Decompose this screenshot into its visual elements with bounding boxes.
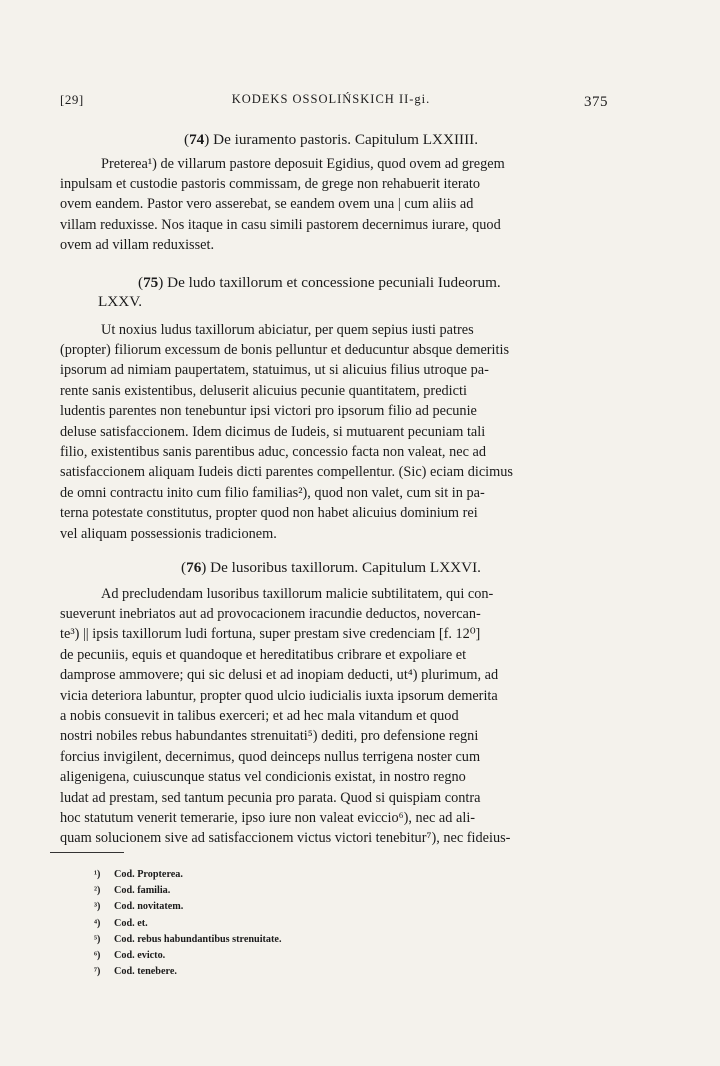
footnote [94,883,282,899]
footnote-text: Cod. rebus habundantibus strenuitate. [114,933,282,945]
text-line: ovem eandem. Pastor vero asserebat, se eandem ovem una | cum aliis ad [60,196,474,213]
text-line: de pecuniis, equis et quandoque et hereditatibus cribrare et expoliare et [60,646,467,663]
text-line: hoc statutum venerit temerarie, ipso iure non valeat eviccio⁶), nec ad ali- [60,809,476,826]
footnote [94,964,282,980]
text-line: a nobis consuevit in talibus exerceri; et ad hec mala vitandum et quod [60,707,459,724]
text-line: villam reduxisse. Nos itaque in casu simili pastorem decernimus iurare, quod [60,216,501,233]
text-line: ludat ad prestam, sed tantum pecunia pro parata. Quod si quispiam contra [60,789,481,806]
footnote-mark: ³) [94,901,101,913]
text-line: ovem ad villam reduxisset. [60,237,215,254]
footnote-mark: ⁴) [94,917,101,929]
section-74-text [60,154,602,256]
footnote [94,948,282,964]
header-left: [29] [60,92,84,107]
section-title: De iuramento pastoris. Capitulum LXXIIII. [213,131,478,148]
section-title: De lusoribus taxillorum. Capitulum LXXVI. [210,559,481,576]
text-line: (propter) filiorum excessum de bonis pelluntur et deducuntur absque demeritis [60,341,510,358]
text-line: rente sanis existentibus, deluserit alicuius pecunie quantitatem, predicti [60,382,467,399]
footnote-mark: ⁶) [94,950,101,962]
text-line: ipsorum ad nimiam paupertatem, statuimus, ut si alicuius filius utroque pa- [60,362,489,379]
section-number: 76 [186,559,202,576]
footnote-mark: ⁵) [94,933,101,945]
text-line: terna potestate constitutus, propter quod non habet alicuius dominium rei [60,505,478,522]
text-line: sueverunt inebriatos aut ad provocacionem iracundie deductos, novercan- [60,605,481,622]
section-75-heading: (75) De ludo taxillorum et concessione pecuniali Iudeorum. [138,273,501,291]
footnote-text: Cod. et. [114,917,148,929]
text-line: Ut noxius ludus taxillorum abiciatur, per quem sepius iusti patres [101,321,474,338]
section-74-heading: (74) De iuramento pastoris. Capitulum LXXIIII. [184,131,478,148]
header-title: KODEKS OSSOLIŃSKICH II-gi. [231,92,431,106]
text-line: Preterea¹) de villarum pastore deposuit Egidius, quod ovem ad gregem [101,155,505,172]
section-75-text [60,320,602,544]
footnote-mark: ¹) [94,869,101,880]
text-line: filio, existentibus sanis parentibus aduc, concessio facta non valeat, nec ad [60,443,486,460]
footnote-text: Cod. familia. [114,885,171,897]
section-number: 75 [143,273,159,291]
text-line: nostri nobiles rebus habundantes strenuitati⁵) dediti, pro defensione regni [60,728,479,745]
footnote-text: Cod. Propterea. [114,869,183,880]
text-line: ludentis parentes non tenebuntur ipsi victori pro ipsorum filio ad pecunie [60,403,477,420]
text-line: deluse satisfaccionem. Idem dicimus de Iudeis, si mutuarent pecuniam tali [60,423,486,440]
section-number: 74 [189,131,205,148]
footnote [94,867,282,883]
footnote-text: Cod. tenebere. [114,966,177,978]
footnote-text: Cod. novitatem. [114,901,184,913]
text-line: vicia deteriora labuntur, propter quod ulcio iudicialis iuxta ipsorum demerita [60,687,498,704]
footnote-rule [50,852,124,853]
text-line: quam solucionem sive ad satisfaccionem victus victori tenebitur⁷), nec fideius- [60,830,511,847]
section-76-heading: (76) De lusoribus taxillorum. Capitulum LXXVI. [181,559,481,576]
footnote-text: Cod. evicto. [114,950,166,962]
footnote [94,932,282,948]
footnote [94,899,282,915]
text-line: inpulsam et custodie pastoris commissam, de grege non rehabuerit iterato [60,175,481,192]
text-line: aligenigena, cuiuscunque status vel condicionis existat, in nostro regno [60,769,466,786]
text-line: forcius invigilent, decernimus, quod deinceps nullus terrigena noster cum [60,748,481,765]
running-head [60,88,608,112]
section-75-heading-cont: LXXV. [98,293,143,311]
footnote-mark: ⁷) [94,966,101,978]
page-number: 375 [584,94,608,110]
text-line: Ad precludendam lusoribus taxillorum malicie subtilitatem, qui con- [101,585,494,602]
page-body [60,88,608,849]
footnote-mark: ²) [94,885,101,897]
text-line: damprose ammovere; qui sic delusi et ad inopiam deducti, ut⁴) plurimum, ad [60,667,499,684]
text-line: te³) || ipsis taxillorum ludi fortuna, super prestam sive credenciam [f. 12⁰] [60,626,481,643]
footnote [94,916,282,932]
text-line: de omni contractu inito cum filio familias²), quod non valet, cum sit in pa- [60,484,485,501]
text-line: vel aliquam possessionis tradicionem. [60,525,277,542]
text-line: satisfaccionem aliquam Iudeis dicti parentes compellentur. (Sic) eciam dicimus [60,464,513,481]
section-76-text [60,584,602,849]
footnotes [94,867,282,980]
section-title: De ludo taxillorum et concessione pecuniali Iudeorum. [167,273,501,291]
